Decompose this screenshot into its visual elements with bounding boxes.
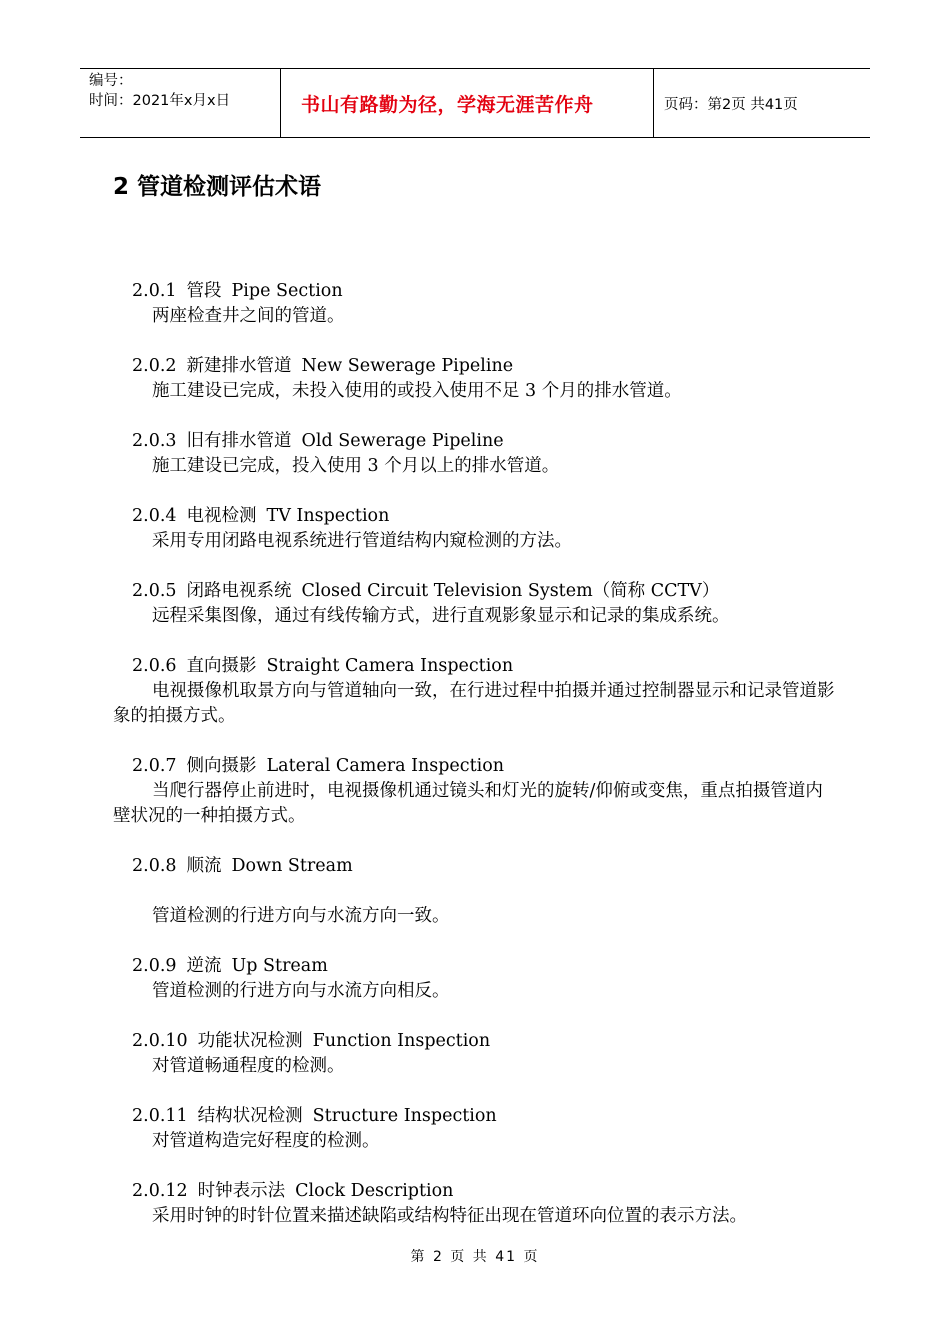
term-english: Lateral Camera Inspection <box>266 756 505 776</box>
term-definition: 对管道畅通程度的检测。 <box>152 1056 345 1076</box>
term-heading <box>113 279 838 304</box>
term-english: Clock Description <box>295 1181 454 1201</box>
term-definition: 管道检测的行进方向与水流方向相反。 <box>152 981 450 1001</box>
term-english: TV Inspection <box>266 506 390 526</box>
term-chinese: 旧有排水管道 <box>186 431 292 451</box>
page-footer: 第 2 页 共 41 页 <box>410 1249 540 1265</box>
term-english: New Sewerage Pipeline <box>301 356 514 376</box>
term-entry <box>113 754 838 829</box>
term-definition: 施工建设已完成，未投入使用的或投入使用不足 3 个月的排水管道。 <box>152 381 682 401</box>
term-heading <box>113 954 838 979</box>
term-chinese: 电视检测 <box>186 506 257 526</box>
term-heading <box>113 579 838 604</box>
term-chinese: 新建排水管道 <box>186 356 292 376</box>
term-chinese: 顺流 <box>186 856 222 876</box>
term-number: 2.0.4 <box>132 506 177 526</box>
header-meta <box>80 69 281 137</box>
term-heading <box>113 1029 838 1054</box>
term-heading <box>113 654 838 679</box>
number-label: 编号： <box>89 73 133 89</box>
term-heading <box>113 504 838 529</box>
term-entry <box>113 504 838 554</box>
term-number: 2.0.6 <box>132 656 177 676</box>
term-entry <box>113 579 838 629</box>
term-english: Pipe Section <box>231 281 343 301</box>
terms-list <box>113 279 838 1254</box>
term-heading <box>113 754 838 779</box>
section-title: 2 管道检测评估术语 <box>113 174 322 200</box>
term-heading <box>113 854 838 879</box>
term-entry <box>113 654 838 729</box>
term-number: 2.0.9 <box>132 956 177 976</box>
term-english: Down Stream <box>231 856 353 876</box>
term-definition: 施工建设已完成，投入使用 3 个月以上的排水管道。 <box>152 456 560 476</box>
term-number: 2.0.12 <box>132 1181 188 1201</box>
term-definition: 当爬行器停止前进时，电视摄像机通过镜头和灯光的旋转/仰俯或变焦，重点拍摄管道内壁状况的一种拍摄方式。 <box>113 781 823 826</box>
header-motto: 书山有路勤为径，学海无涯苦作舟 <box>281 69 654 137</box>
term-heading <box>113 1104 838 1129</box>
term-definition: 电视摄像机取景方向与管道轴向一致，在行进过程中拍摄并通过控制器显示和记录管道影象的拍摄方式。 <box>113 681 835 726</box>
term-heading <box>113 354 838 379</box>
term-definition: 两座检查井之间的管道。 <box>152 306 345 326</box>
term-definition: 管道检测的行进方向与水流方向一致。 <box>152 906 450 926</box>
page-header <box>80 68 870 138</box>
term-number: 2.0.11 <box>132 1106 188 1126</box>
term-entry <box>113 1104 838 1154</box>
term-number: 2.0.2 <box>132 356 177 376</box>
term-heading <box>113 1179 838 1204</box>
term-definition: 采用时钟的时针位置来描述缺陷或结构特征出现在管道环向位置的表示方法。 <box>152 1206 747 1226</box>
term-chinese: 闭路电视系统 <box>186 581 292 601</box>
term-chinese: 结构状况检测 <box>197 1106 303 1126</box>
term-number: 2.0.8 <box>132 856 177 876</box>
term-english: Straight Camera Inspection <box>266 656 514 676</box>
term-chinese: 逆流 <box>186 956 222 976</box>
term-chinese: 直向摄影 <box>186 656 257 676</box>
term-definition: 采用专用闭路电视系统进行管道结构内窥检测的方法。 <box>152 531 572 551</box>
term-entry <box>113 854 838 929</box>
term-english: Function Inspection <box>312 1031 491 1051</box>
term-entry <box>113 429 838 479</box>
term-entry <box>113 1029 838 1079</box>
term-chinese: 功能状况检测 <box>197 1031 303 1051</box>
term-definition: 远程采集图像，通过有线传输方式，进行直观影象显示和记录的集成系统。 <box>152 606 730 626</box>
term-number: 2.0.10 <box>132 1031 188 1051</box>
term-english: Structure Inspection <box>312 1106 497 1126</box>
term-number: 2.0.7 <box>132 756 177 776</box>
header-page-label: 页码：第2页 共41页 <box>664 96 798 113</box>
term-english: Old Sewerage Pipeline <box>301 431 504 451</box>
term-entry <box>113 1179 838 1229</box>
term-heading <box>113 429 838 454</box>
time-label: 时间：2021年x月x日 <box>89 93 231 109</box>
term-chinese: 管段 <box>186 281 222 301</box>
term-entry <box>113 954 838 1004</box>
term-english: Closed Circuit Television System（简称 CCTV） <box>301 581 720 601</box>
term-english: Up Stream <box>231 956 328 976</box>
term-chinese: 侧向摄影 <box>186 756 257 776</box>
term-definition: 对管道构造完好程度的检测。 <box>152 1131 380 1151</box>
term-number: 2.0.3 <box>132 431 177 451</box>
term-entry <box>113 354 838 404</box>
term-number: 2.0.1 <box>132 281 177 301</box>
term-number: 2.0.5 <box>132 581 177 601</box>
term-chinese: 时钟表示法 <box>197 1181 286 1201</box>
term-entry <box>113 279 838 329</box>
